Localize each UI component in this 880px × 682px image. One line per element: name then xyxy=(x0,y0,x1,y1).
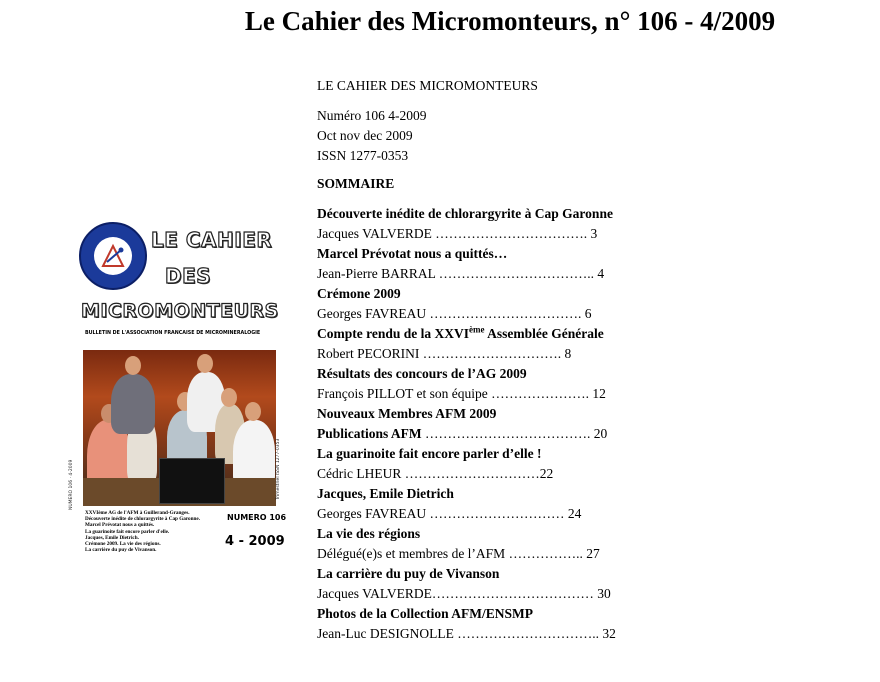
afm-logo-icon xyxy=(79,222,147,290)
cover-subtitle: BULLETIN DE L'ASSOCIATION FRANCAISE DE MICROMINERALOGIE xyxy=(85,331,261,336)
cover-summary-line: Jacques, Emile Dietrich. xyxy=(85,534,139,541)
cover-summary-line: Marcel Prévotat nous a quittés. xyxy=(85,522,155,529)
toc-title: Crémone 2009 xyxy=(317,286,401,301)
cover-summary-line: Découverte inédite de chlorargyrite à Cap Garonne. xyxy=(85,516,201,523)
toc-title: La carrière du puy de Vivanson xyxy=(317,566,500,581)
cover-summary xyxy=(85,510,205,553)
cover-summary-line: La guarinoite fait encore parler d'elle. xyxy=(85,528,170,535)
page-title: Le Cahier des Micromonteurs, n° 106 - 4/2009 xyxy=(244,6,776,36)
issue-number: Numéro 106 4-2009 xyxy=(317,108,427,123)
sommaire-heading: SOMMAIRE xyxy=(317,176,395,191)
toc-title: Nouveaux Membres AFM 2009 xyxy=(317,406,497,421)
toc-title: Marcel Prévotat nous a quittés… xyxy=(317,246,508,261)
toc-author: Délégué(e)s et membres de l’AFM …………….. 27 xyxy=(317,546,600,561)
toc-title: Résultats des concours de l’AG 2009 xyxy=(317,366,527,381)
toc-author: Jacques VALVERDE……………………………… 30 xyxy=(317,586,611,601)
toc-author: Jean-Luc DESIGNOLLE ………………………….. 32 xyxy=(317,626,616,641)
toc-author: Cédric LHEUR …………………………22 xyxy=(317,466,554,481)
toc-title: Publications AFM xyxy=(317,426,422,441)
laptop-image xyxy=(159,458,225,504)
cover-summary-line: La carrière du puy de Vivanson. xyxy=(85,547,157,554)
cover-issue-date: 4 - 2009 xyxy=(225,534,285,549)
toc-title-part: Assemblée Générale xyxy=(484,326,604,341)
logo-emblem-icon xyxy=(81,224,145,288)
cover-side-text: NUMERO 106 · 4-2009 xyxy=(69,459,74,510)
cover-summary-line: Crémone 2009. La vie des régions. xyxy=(85,541,161,548)
toc-title: Découverte inédite de chlorargyrite à Cap Garonne xyxy=(317,206,613,221)
toc-page: ………………………………. 20 xyxy=(421,426,608,441)
cover-title-line2: DES xyxy=(165,264,212,288)
cover-title-line3: MICROMONTEURS xyxy=(81,300,279,322)
toc-title-sup: ème xyxy=(469,324,485,335)
cover-spine-text: Trimestriel ISSN 1277-0353 xyxy=(276,438,281,500)
toc-author: Jean-Pierre BARRAL …………………………….. 4 xyxy=(317,266,605,281)
toc-title-part: Compte rendu de la XXVI xyxy=(317,326,470,341)
toc-publications xyxy=(317,424,677,444)
toc-title: Jacques, Emile Dietrich xyxy=(317,486,454,501)
magazine-cover xyxy=(69,220,287,560)
toc-title: La vie des régions xyxy=(317,526,421,541)
cover-title-line1: LE CAHIER xyxy=(151,228,273,252)
issue-period: Oct nov dec 2009 xyxy=(317,128,413,143)
toc-title: La guarinoite fait encore parler d’elle ! xyxy=(317,446,542,461)
cover-issue-number: NUMERO 106 xyxy=(227,513,287,522)
table-of-contents xyxy=(317,76,677,644)
toc-author: Robert PECORINI …………………………. 8 xyxy=(317,346,572,361)
cover-photo xyxy=(83,350,276,506)
toc-title: Photos de la Collection AFM/ENSMP xyxy=(317,606,533,621)
toc-author: Georges FAVREAU ……………………………. 6 xyxy=(317,306,592,321)
issn: ISSN 1277-0353 xyxy=(317,148,409,163)
cover-summary-line: XXVIème AG de l'AFM à Guillerand-Granges. xyxy=(85,510,190,516)
toc-title-ag xyxy=(317,324,677,344)
toc-author: François PILLOT et son équipe …………………. 12 xyxy=(317,386,606,401)
toc-author: Jacques VALVERDE ……………………………. 3 xyxy=(317,226,598,241)
journal-name: LE CAHIER DES MICROMONTEURS xyxy=(317,78,538,93)
toc-author: Georges FAVREAU ………………………… 24 xyxy=(317,506,582,521)
